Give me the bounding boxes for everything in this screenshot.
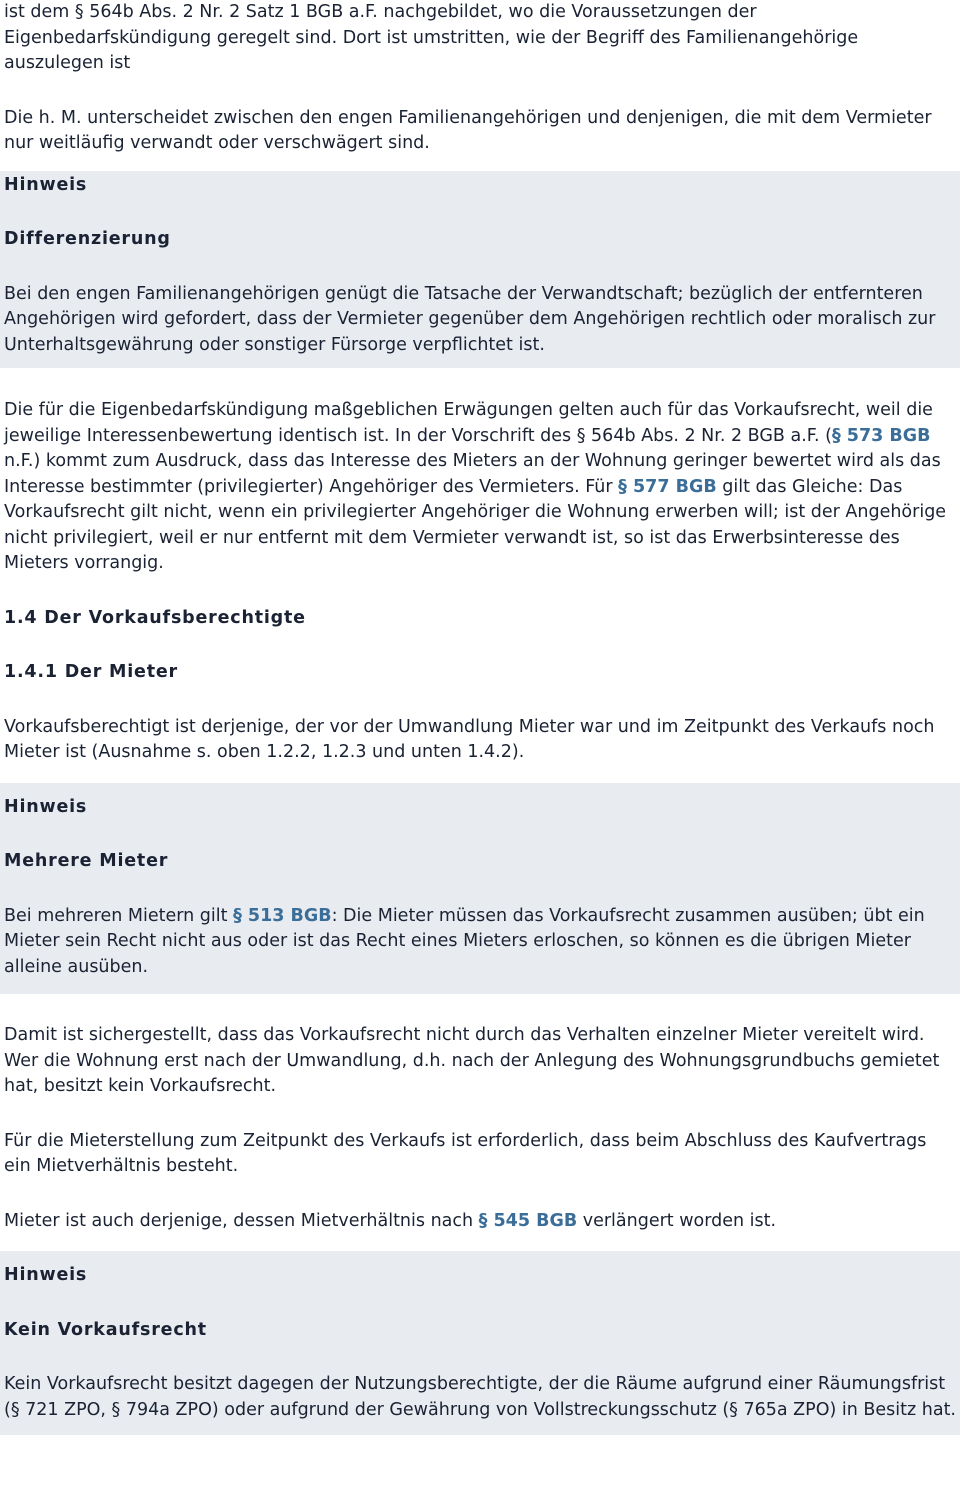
hint-text: Bei den engen Familienangehörigen genügt die Tatsache der Verwandtschaft; bezüglich der entfernteren Angehörigen wird gefordert, dass der Vermieter gegenüber dem Angehörigen rechtlich oder moralisch zur Unterhaltsgewährung oder sonstiger Fürsorge verpflichtet ist. — [4, 283, 936, 355]
hint-box-kein-vorkaufsrecht — [0, 1251, 960, 1435]
intro-paragraph-2: Die h. M. unterscheidet zwischen den engen Familienangehörigen und denjenigen, die mit dem Vermieter nur weitläufig verwandt oder verschwägert sind. — [4, 107, 932, 153]
subsection-heading: 1.4.1 Der Mieter — [4, 662, 178, 682]
paragraph-text: n.F.) kommt zum Ausdruck, dass das Interesse des Mieters an der Wohnung geringer bewertet wird als das Interesse bestimmter (privilegierter) Angehöriger des Vermieters. Für — [4, 451, 941, 497]
paragraph-vorkaufsberechtigt: Vorkaufsberechtigt ist derjenige, der vor der Umwandlung Mieter war und im Zeitpunkt des Verkaufs noch Mieter ist (Ausnahme s. oben 1.2.2, 1.2.3 und unten 1.4.2). — [4, 716, 935, 762]
hint-box-differenzierung — [0, 171, 960, 369]
paragraph-text: gilt das Gleiche: Das Vorkaufsrecht gilt nicht, wenn ein privilegierter Angehöriger die Wohnung erwerben will; ist der Angehörige nicht privilegiert, weil er nur entfernt mit dem Vermieter verwandt ist, so ist das Erwerbsinteresse des Mieters vorrangig. — [4, 476, 947, 573]
hint-label: Hinweis — [4, 174, 88, 195]
paragraph-vorkaufsrecht-erwaegungen — [0, 398, 960, 577]
hint-title: Differenzierung — [4, 229, 171, 249]
hint-text: : Die Mieter müssen das Vorkaufsrecht zusammen ausüben; übt ein Mieter sein Recht nicht aus oder ist das Recht eines Mieters erloschen, so können es die übrigen Mieter alleine ausüben. — [4, 905, 925, 977]
hint-box-mehrere-mieter — [0, 783, 960, 995]
paragraph-zeitpunkt-verkauf: Für die Mieterstellung zum Zeitpunkt des Verkaufs ist erforderlich, dass beim Abschluss des Kaufvertrags ein Mietverhältnis besteht. — [4, 1130, 927, 1176]
section-heading: 1.4 Der Vorkaufsberechtigte — [4, 607, 306, 628]
law-link-513-bgb[interactable]: § 513 BGB — [233, 905, 332, 926]
hint-label: Hinweis — [4, 1265, 88, 1285]
paragraph-text: Mieter ist auch derjenige, dessen Mietverhältnis nach — [4, 1210, 479, 1231]
hint-title: Mehrere Mieter — [4, 851, 169, 871]
hint-label: Hinweis — [4, 796, 88, 817]
paragraphs-mieterstellung — [0, 1023, 960, 1234]
intro-paragraph-1: ist dem § 564b Abs. 2 Nr. 2 Satz 1 BGB a.F. nachgebildet, wo die Voraussetzungen der Eigenbedarfskündigung geregelt sind. Dort ist umstritten, wie der Begriff des Familienangehörige auszulegen ist — [4, 2, 859, 73]
hint-title: Kein Vorkaufsrecht — [4, 1319, 207, 1340]
law-link-577-bgb[interactable]: § 577 BGB — [618, 476, 717, 497]
hint-text: Bei mehreren Mietern gilt — [4, 905, 234, 926]
paragraph-sichergestellt: Damit ist sichergestellt, dass das Vorkaufsrecht nicht durch das Verhalten einzelner Mieter vereitelt wird. Wer die Wohnung erst nach der Umwandlung, d.h. nach der Anlegung des Wohnungsgrundbuchs gemietet hat, besitzt kein Vorkaufsrecht. — [4, 1025, 940, 1096]
intro-section — [0, 0, 960, 157]
hint-text: Kein Vorkaufsrecht besitzt dagegen der Nutzungsberechtigte, der die Räume aufgrund einer Räumungsfrist (§ 721 ZPO, § 794a ZPO) oder aufgrund der Gewährung von Vollstreckungsschutz (§ 765a ZPO) in Besitz hat. — [4, 1374, 956, 1420]
law-link-573-bgb[interactable]: § 573 BGB — [831, 425, 931, 446]
paragraph-text: verlängert worden ist. — [577, 1210, 777, 1231]
section-1-4 — [0, 606, 960, 766]
paragraph-text: Die für die Eigenbedarfskündigung maßgeblichen Erwägungen gelten auch für das Vorkaufsrecht, weil die jeweilige Interessenbewertung identisch ist. In der Vorschrift des § 564b Abs. 2 Nr. 2 BGB a.F. ( — [4, 400, 933, 446]
law-link-545-bgb[interactable]: § 545 BGB — [478, 1210, 578, 1231]
